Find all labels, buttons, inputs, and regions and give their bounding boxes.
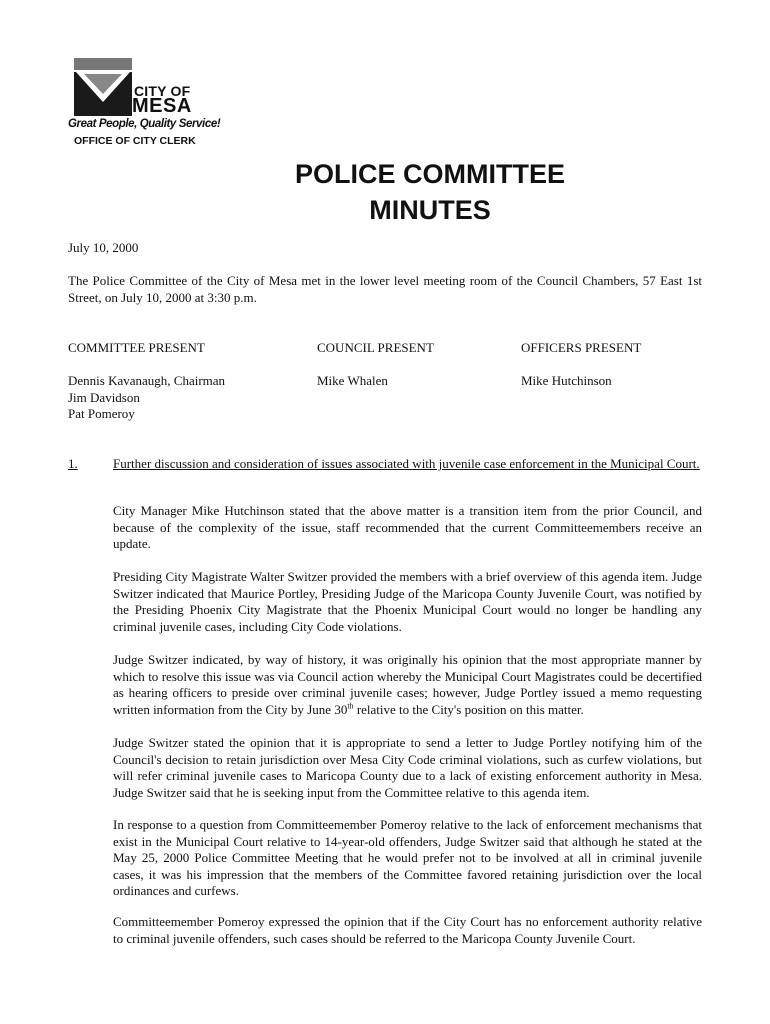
officers-present-header: OFFICERS PRESENT [521,340,642,355]
office-of-city-clerk: OFFICE OF CITY CLERK [74,135,196,147]
committee-present-header: COMMITTEE PRESENT [68,340,205,355]
city-of-mesa-logo [68,58,221,150]
paragraph-1: City Manager Mike Hutchinson stated that the above matter is a transition item from the prior Council, and because of the complexity of the issue, staff recommended that the current Committeemembers receive an update. [113,503,702,551]
logo-mesa-text: MESA [132,95,192,117]
meeting-date: July 10, 2000 [68,240,139,255]
ordinal-superscript: th [347,701,354,711]
council-members-list [317,373,388,390]
committee-members-list [68,373,225,423]
paragraph-2: Presiding City Magistrate Walter Switzer provided the members with a brief overview of this agenda item. Judge Switzer indicated that Maurice Portley, Presiding Judge of the Maricopa County Juvenile Court, was notified by the Presiding Phoenix City Magistrate that the Phoenix Municipal Court would no longer be handling any criminal juvenile cases, including City Code violations. [113,569,702,634]
list-item: Jim Davidson [68,389,140,405]
page-title [0,156,770,228]
agenda-item-number: 1. [68,456,78,471]
paragraph-3-text: Judge Switzer indicated, by way of history, it was originally his opinion that the most appropriate manner by which to resolve this issue was via Council action whereby the Municipal Court Magistrates could be decertified as hearing officers to preside over criminal juvenile cases; however, Judge Portley issued a memo requesting written information from the City by June 30 [113,652,702,717]
list-item: Mike Hutchinson [521,373,612,388]
mesa-logo-mark-icon [74,58,132,116]
agenda-item-title: Further discussion and consideration of issues associated with juvenile case enforcement in the Municipal Court. [113,456,700,471]
paragraph-3-text-end: relative to the City's position on this matter. [353,701,584,717]
list-item: Pat Pomeroy [68,406,135,421]
paragraph-4: Judge Switzer stated the opinion that it is appropriate to send a letter to Judge Portley notifying him of the Council's decision to retain jurisdiction over Mesa City Code criminal violations, such as curfew violations, but will refer criminal juvenile cases to Maricopa County due to a lack of existing enforcement authority in Mesa. Judge Switzer said that he is seeking input from the Committee relative to this agenda item. [113,735,702,800]
paragraph-3 [113,652,702,718]
logo-city-of-text: CITY OF [134,83,191,99]
list-item: Mike Whalen [317,373,388,388]
paragraph-6: Committeemember Pomeroy expressed the opinion that if the City Court has no enforcement authority relative to criminal juvenile offenders, such cases should be referred to the Maricopa County Juvenile Court. [113,914,702,946]
title-line-2: MINUTES [369,195,491,225]
logo-tagline: Great People, Quality Service! [68,118,221,130]
title-line-1: POLICE COMMITTEE [295,159,565,189]
list-item: Dennis Kavanaugh, Chairman [68,373,226,388]
council-present-header: COUNCIL PRESENT [317,340,434,355]
officers-list [521,373,612,390]
intro-paragraph: The Police Committee of the City of Mesa met in the lower level meeting room of the Council Chambers, 57 East 1st Street, on July 10, 2000 at 3:30 p.m. [68,273,702,305]
paragraph-5: In response to a question from Committeemember Pomeroy relative to the lack of enforcement mechanisms that exist in the Municipal Court relative to 14-year-old offenders, Judge Switzer said that although he stated at the May 25, 2000 Police Committee Meeting that he would prefer not to be involved at all in criminal juvenile cases, it was his impression that the members of the Committee favored retaining jurisdiction over the local ordinances and curfews. [113,817,702,898]
